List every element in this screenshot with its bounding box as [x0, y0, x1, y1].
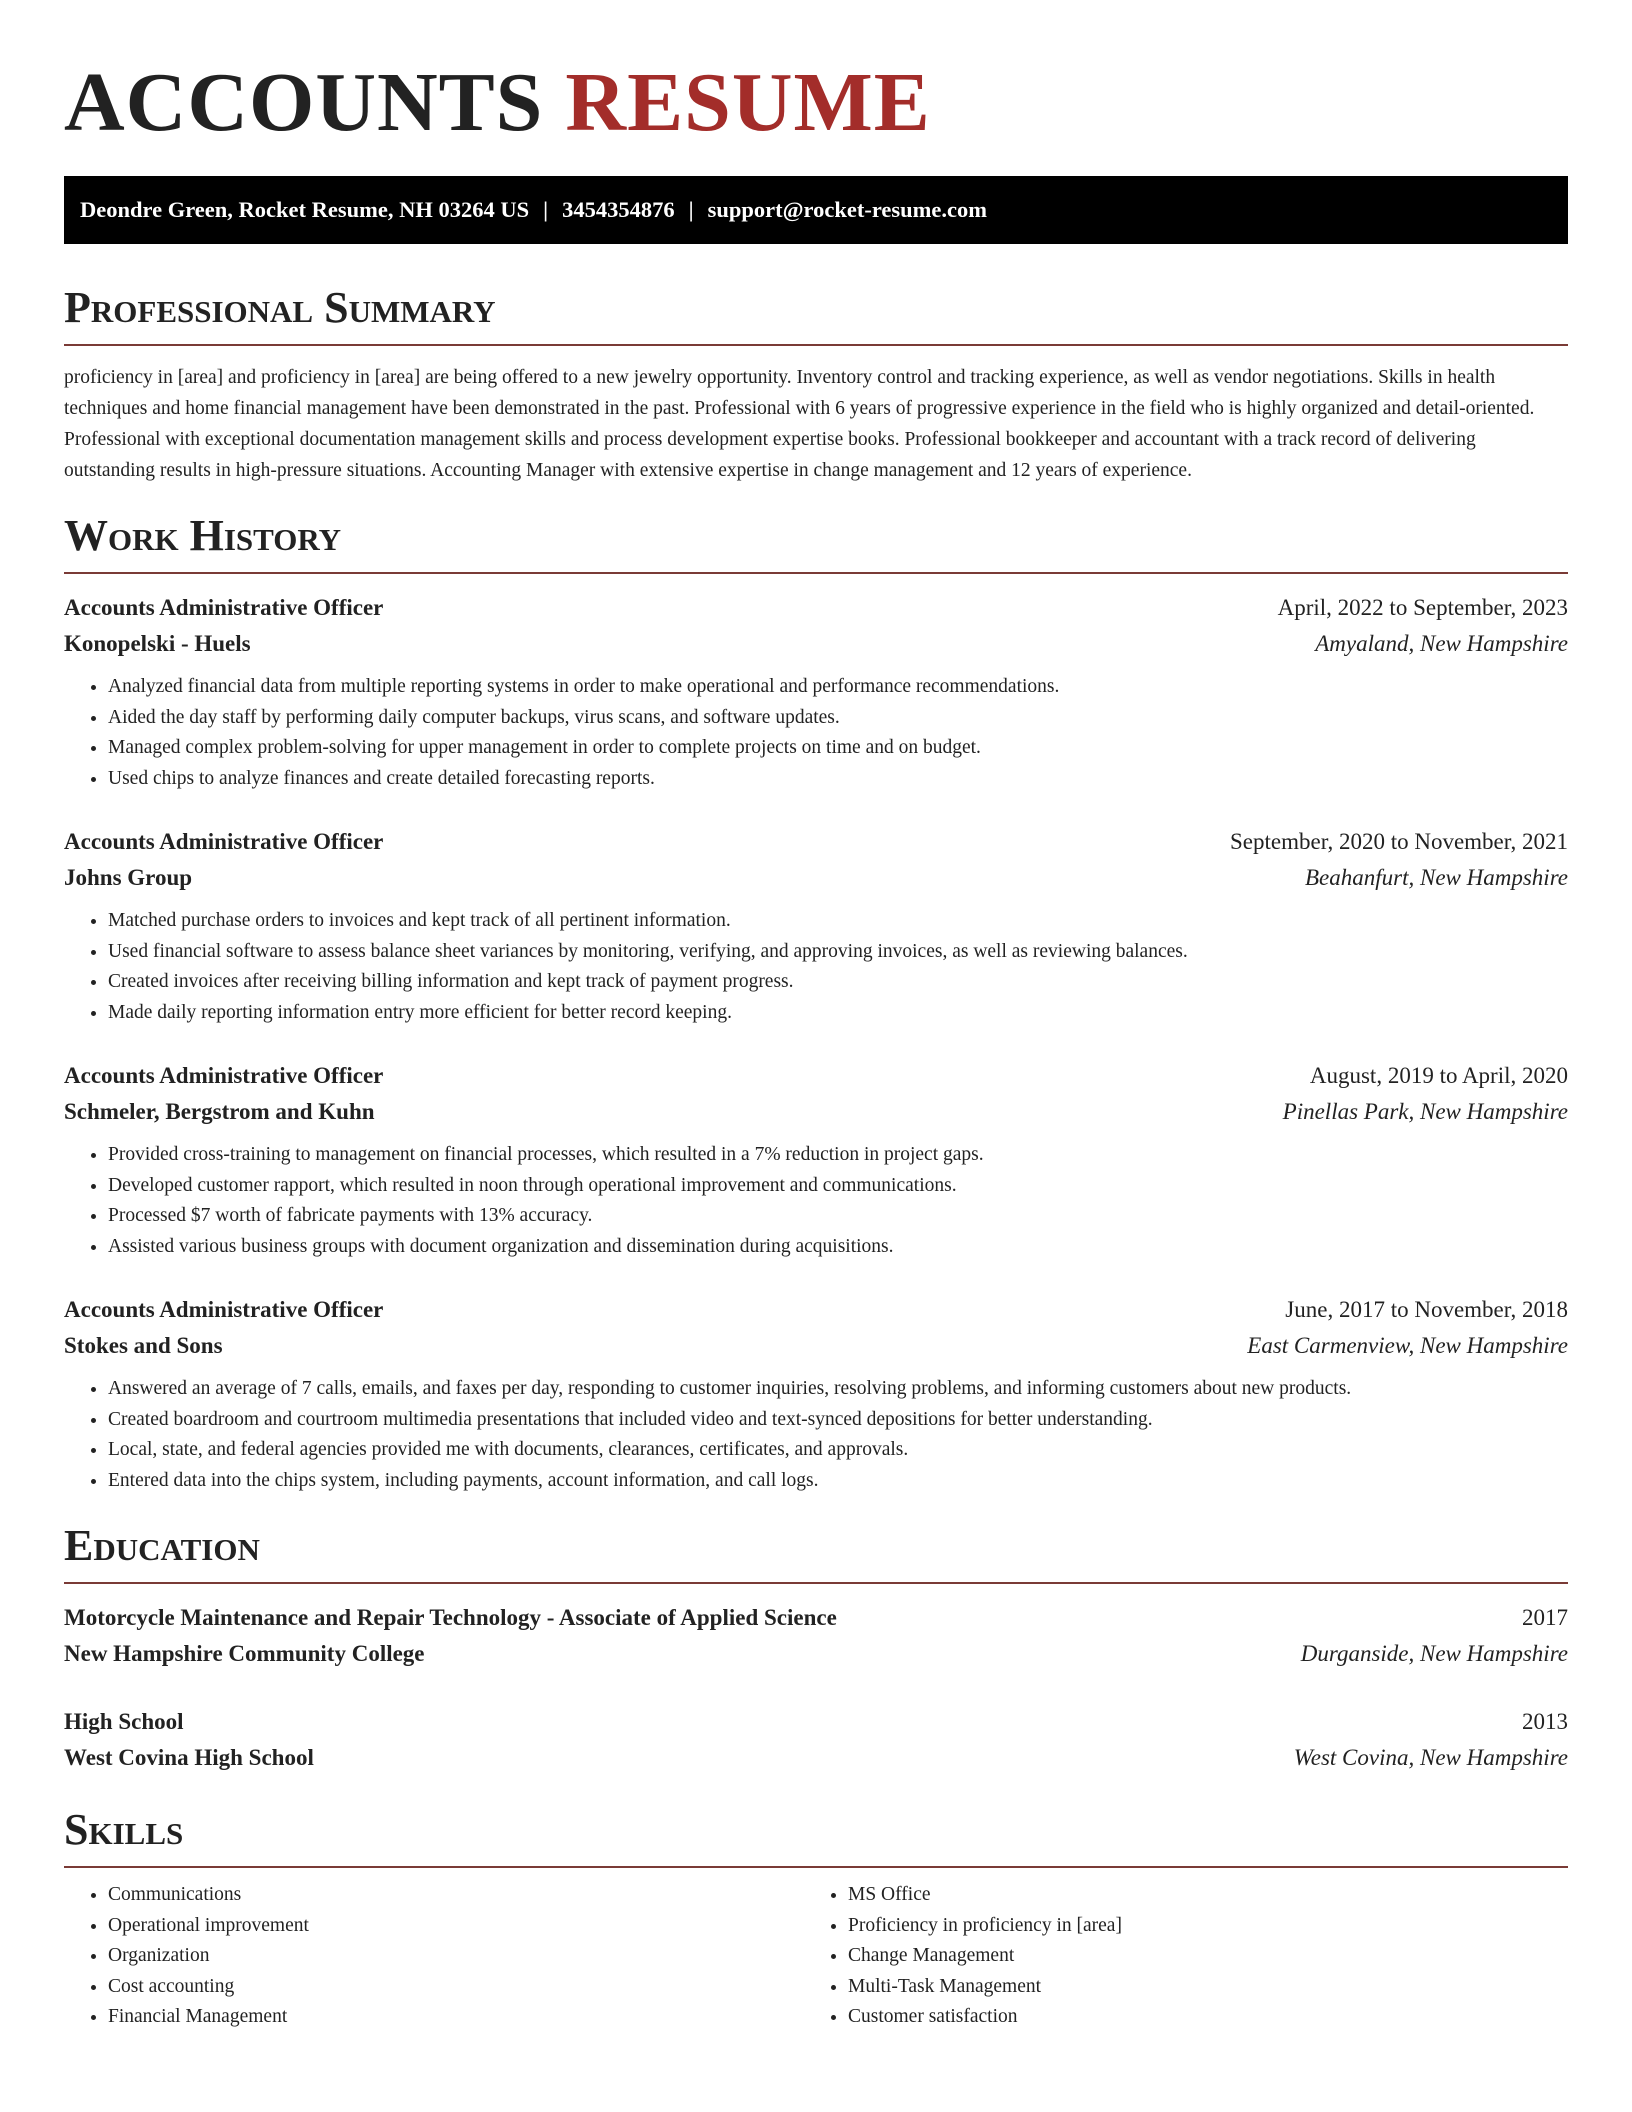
job-company: Stokes and Sons — [64, 1333, 223, 1358]
education-year: 2017 — [1522, 1605, 1568, 1630]
list-item: • Provided cross-training to management on financial processes, which resulted in a 7% reduction in project gaps. — [108, 1140, 1568, 1171]
job-bullets — [64, 1374, 1568, 1496]
title-part-2: RESUME — [565, 56, 931, 149]
education-school-row — [64, 1636, 1568, 1672]
job-entry — [64, 824, 1568, 1028]
contact-separator: | — [688, 197, 694, 222]
list-item: • Processed $7 worth of fabricate payments with 13% accuracy. — [108, 1201, 1568, 1232]
list-item: • Managed complex problem-solving for upper management in order to complete projects on time and on budget. — [108, 733, 1568, 764]
list-item: • Aided the day staff by performing daily computer backups, virus scans, and software updates. — [108, 703, 1568, 734]
contact-separator: | — [543, 197, 549, 222]
skills-list-right — [804, 1880, 1544, 2033]
education-degree-row — [64, 1704, 1568, 1740]
education-section — [64, 1520, 1568, 1776]
list-item: • Entered data into the chips system, including payments, account information, and call logs. — [108, 1466, 1568, 1497]
contact-phone: 3454354876 — [562, 197, 675, 222]
job-company-row — [64, 860, 1568, 896]
resume-title — [64, 0, 1568, 150]
job-title-row — [64, 1058, 1568, 1094]
skill-item: • Organization — [108, 1941, 804, 1972]
list-item: • Local, state, and federal agencies provided me with documents, clearances, certificates, and approvals. — [108, 1435, 1568, 1466]
education-degree-row — [64, 1600, 1568, 1636]
job-title: Accounts Administrative Officer — [64, 829, 384, 854]
resume-page — [64, 0, 1568, 2033]
job-title-row — [64, 590, 1568, 626]
skill-item: • Operational improvement — [108, 1911, 804, 1942]
job-title: Accounts Administrative Officer — [64, 1063, 384, 1088]
education-location: Durganside, New Hampshire — [1300, 1641, 1568, 1666]
list-item: • Answered an average of 7 calls, emails, and faxes per day, responding to customer inquiries, resolving problems, and informing customers about new products. — [108, 1374, 1568, 1405]
list-item: • Analyzed financial data from multiple reporting systems in order to make operational and performance recommendations. — [108, 672, 1568, 703]
education-school: New Hampshire Community College — [64, 1641, 425, 1666]
skill-item: • Proficiency in proficiency in [area] — [848, 1911, 1544, 1942]
list-item: • Used chips to analyze finances and create detailed forecasting reports. — [108, 764, 1568, 795]
section-divider — [64, 1866, 1568, 1868]
skills-list-left — [64, 1880, 804, 2033]
job-bullets — [64, 672, 1568, 794]
skill-item: • Communications — [108, 1880, 804, 1911]
summary-text: proficiency in [area] and proficiency in [area] are being offered to a new jewelry opportunity. Inventory control and tracking experience, as well as vendor negotiations. Skills in health techniques and home financial management have been demonstrated in the past. Professional with 6 years of progressive experience in the field who is highly organized and detail-oriented. Professional with exceptional documentation management skills and process development expertise books. Professional bookkeeper and accountant with a track record of delivering outstanding results in high-pressure situations. Accounting Manager with extensive expertise in change management and 12 years of experience. — [64, 367, 1535, 481]
job-dates: June, 2017 to November, 2018 — [1285, 1297, 1568, 1322]
education-degree: High School — [64, 1709, 184, 1734]
contact-bar — [64, 176, 1568, 244]
job-entry — [64, 590, 1568, 794]
job-dates: April, 2022 to September, 2023 — [1277, 595, 1568, 620]
list-item: • Used financial software to assess balance sheet variances by monitoring, verifying, and approving invoices, as well as reviewing balances. — [108, 937, 1568, 968]
job-title-row — [64, 1292, 1568, 1328]
job-location: Amyaland, New Hampshire — [1315, 631, 1568, 656]
job-bullets — [64, 1140, 1568, 1262]
list-item: • Developed customer rapport, which resulted in noon through operational improvement and communications. — [108, 1171, 1568, 1202]
skills-section — [64, 1804, 1568, 2033]
job-company-row — [64, 1094, 1568, 1130]
skill-item: • Multi-Task Management — [848, 1972, 1544, 2003]
contact-address: Deondre Green, Rocket Resume, NH 03264 US — [80, 197, 530, 222]
job-company: Schmeler, Bergstrom and Kuhn — [64, 1099, 375, 1124]
work-history-section — [64, 510, 1568, 1496]
list-item: • Created invoices after receiving billing information and kept track of payment progress. — [108, 967, 1568, 998]
skill-item: • Change Management — [848, 1941, 1544, 1972]
job-title-row — [64, 824, 1568, 860]
education-heading: Education — [64, 1521, 260, 1570]
skills-columns — [64, 1880, 1568, 2033]
education-entry — [64, 1704, 1568, 1776]
job-company: Johns Group — [64, 865, 193, 890]
skill-item: • MS Office — [848, 1880, 1544, 1911]
summary-section — [64, 282, 1568, 486]
job-location: Beahanfurt, New Hampshire — [1305, 865, 1568, 890]
list-item: • Assisted various business groups with document organization and dissemination during acquisitions. — [108, 1232, 1568, 1263]
job-dates: August, 2019 to April, 2020 — [1309, 1063, 1568, 1088]
section-divider — [64, 572, 1568, 574]
job-title: Accounts Administrative Officer — [64, 1297, 384, 1322]
job-entry — [64, 1058, 1568, 1262]
list-item: • Made daily reporting information entry more efficient for better record keeping. — [108, 998, 1568, 1029]
skills-heading: Skills — [64, 1805, 184, 1854]
job-dates: September, 2020 to November, 2021 — [1230, 829, 1568, 854]
job-title: Accounts Administrative Officer — [64, 595, 384, 620]
job-company: Konopelski - Huels — [64, 631, 251, 656]
skill-item: • Financial Management — [108, 2002, 804, 2033]
education-school: West Covina High School — [64, 1745, 314, 1770]
education-year: 2013 — [1522, 1709, 1568, 1734]
contact-email: support@rocket-resume.com — [707, 197, 987, 222]
job-location: Pinellas Park, New Hampshire — [1282, 1099, 1568, 1124]
list-item: • Created boardroom and courtroom multimedia presentations that included video and text-synced depositions for better understanding. — [108, 1405, 1568, 1436]
work-history-heading: Work History — [64, 511, 342, 560]
list-item: • Matched purchase orders to invoices and kept track of all pertinent information. — [108, 906, 1568, 937]
education-entry — [64, 1600, 1568, 1672]
section-divider — [64, 1582, 1568, 1584]
summary-heading: Professional Summary — [64, 283, 496, 332]
job-company-row — [64, 1328, 1568, 1364]
education-location: West Covina, New Hampshire — [1293, 1745, 1568, 1770]
skill-item: • Customer satisfaction — [848, 2002, 1544, 2033]
job-location: East Carmenview, New Hampshire — [1247, 1333, 1568, 1358]
education-degree: Motorcycle Maintenance and Repair Technology - Associate of Applied Science — [64, 1605, 837, 1630]
skill-item: • Cost accounting — [108, 1972, 804, 2003]
section-divider — [64, 344, 1568, 346]
job-entry — [64, 1292, 1568, 1496]
education-school-row — [64, 1740, 1568, 1776]
job-company-row — [64, 626, 1568, 662]
job-bullets — [64, 906, 1568, 1028]
title-part-1: ACCOUNTS — [64, 56, 544, 149]
